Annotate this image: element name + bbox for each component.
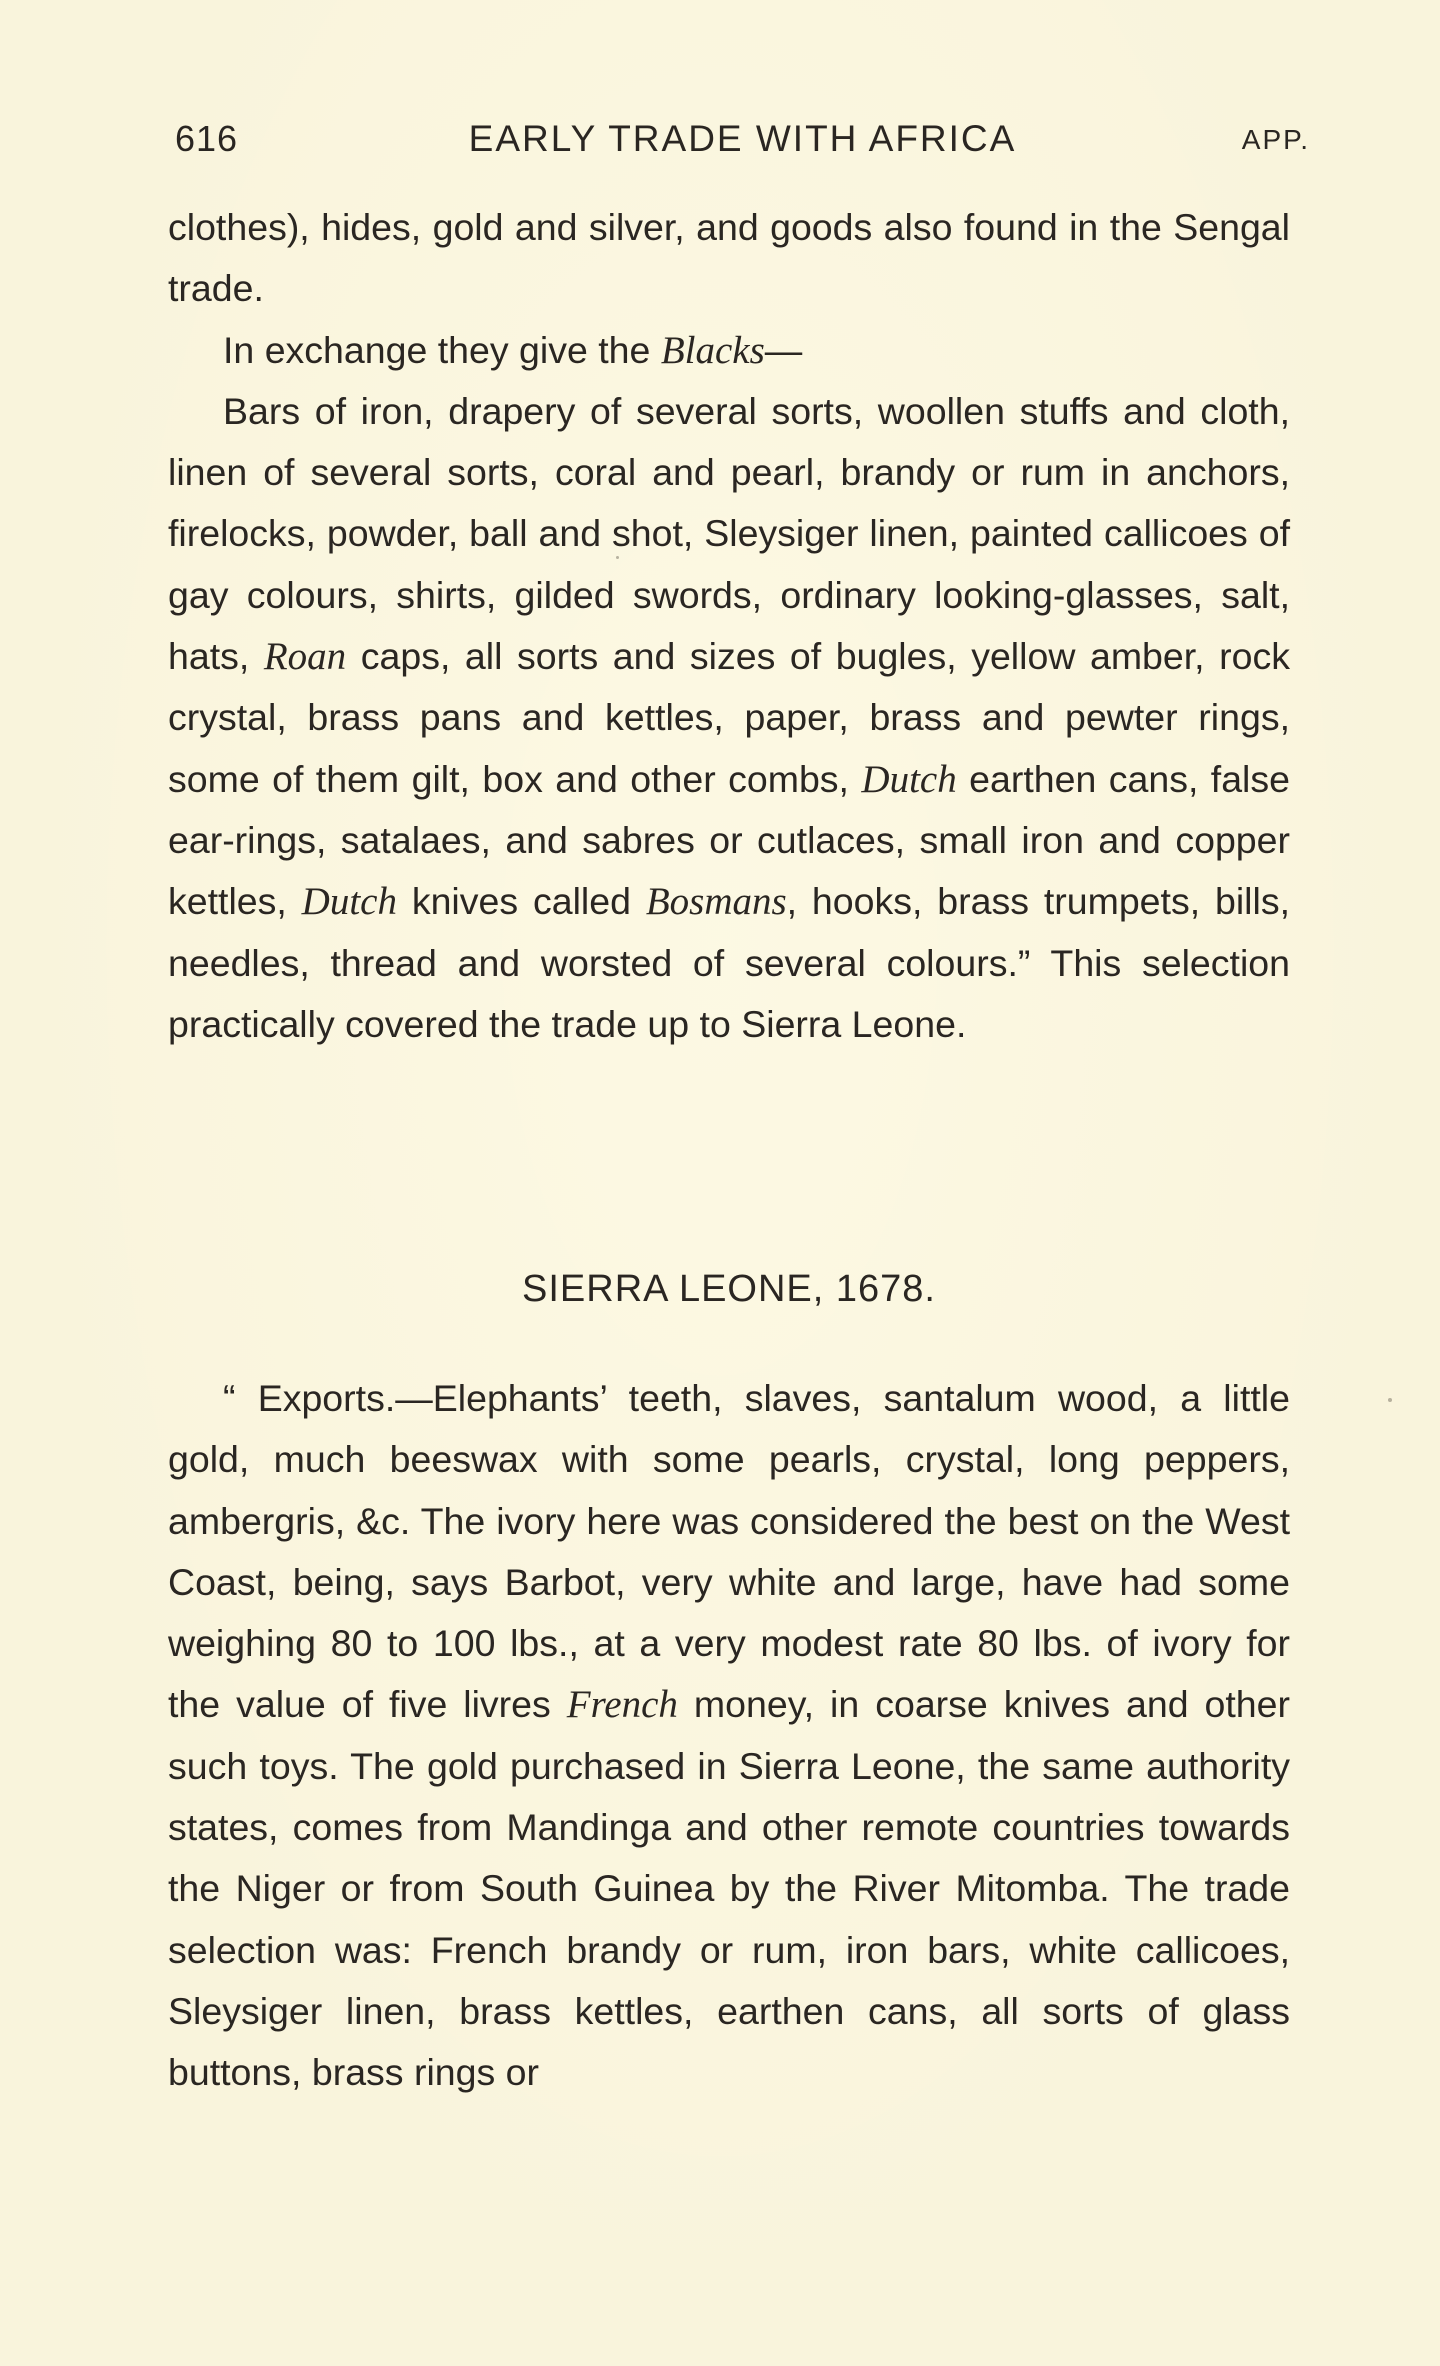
paper-speck [1388,1398,1392,1402]
text-run: — [764,328,803,371]
italic-term: French [566,1683,678,1727]
text-run: , hooks, brass trumpets, bills, needles, thread and worsted of several colours.” This selection practically covered the trade up to Sierra Leone. [168,880,1290,1045]
text-block-upper [168,197,1290,1055]
text-run: earthen cans, false ear-rings, satalaes, and sabres or cutlaces, small iron and copper kettles, [168,757,1290,923]
text-run: In exchange they give the [223,328,661,371]
text-run: money, in coarse knives and other such toys. The gold purchased in Sierra Leone, the same authority states, comes from Mandinga and other remote countries towards the Niger or from South Guinea by the River Mitomba. The trade selection was: French brandy or rum, iron bars, white callicoes, Sleysiger linen, brass kettles, earthen cans, all sorts of glass buttons, brass rings or [168,1683,1290,2094]
italic-term: Dutch [301,880,397,924]
paragraph-goods-list [168,381,1290,1055]
section-heading: SIERRA LEONE, 1678. [522,1268,936,1310]
paper-speck [616,556,619,559]
section-marker: APP. [1241,124,1310,155]
italic-term: Bosmans [645,880,787,924]
page-number: 616 [175,118,239,159]
text-run: “ Exports.—Elephants’ teeth, slaves, santalum wood, a little gold, much beeswax with some pearls, crystal, long peppers, ambergris, &c. The ivory here was considered the best on the West Coast, being, says Barbot, very white and large, have had some weighing 80 to 100 lbs., at a very modest rate 80 lbs. of ivory for the value of five livres [168,1377,1290,1726]
running-head [175,118,1310,166]
text-run: knives called [396,880,646,923]
text-run: caps, all sorts and sizes of bugles, yellow amber, rock crystal, brass pans and kettles, paper, brass and pewter rings, some of them gilt, box and other combs, [168,635,1290,800]
paragraph-exports [168,1368,1290,2104]
paragraph-exchange-intro [168,320,1290,381]
running-title: EARLY TRADE WITH AFRICA [468,118,1017,159]
italic-term: Roan [263,635,347,679]
italic-term: Dutch [861,757,957,801]
paragraph-continued: clothes), hides, gold and silver, and goods also found in the Sengal trade. [168,206,1290,310]
text-run: Bars of iron, drapery of several sorts, woollen stuffs and cloth, linen of several sorts, coral and pearl, brandy or rum in anchors, firelocks, powder, ball and shot, Sleysiger linen, painted callicoes of gay colours, shirts, gilded swords, ordinary looking-glasses, salt, hats, [168,389,1290,678]
italic-term: Blacks [660,328,765,372]
text-block-lower [168,1368,1290,2104]
